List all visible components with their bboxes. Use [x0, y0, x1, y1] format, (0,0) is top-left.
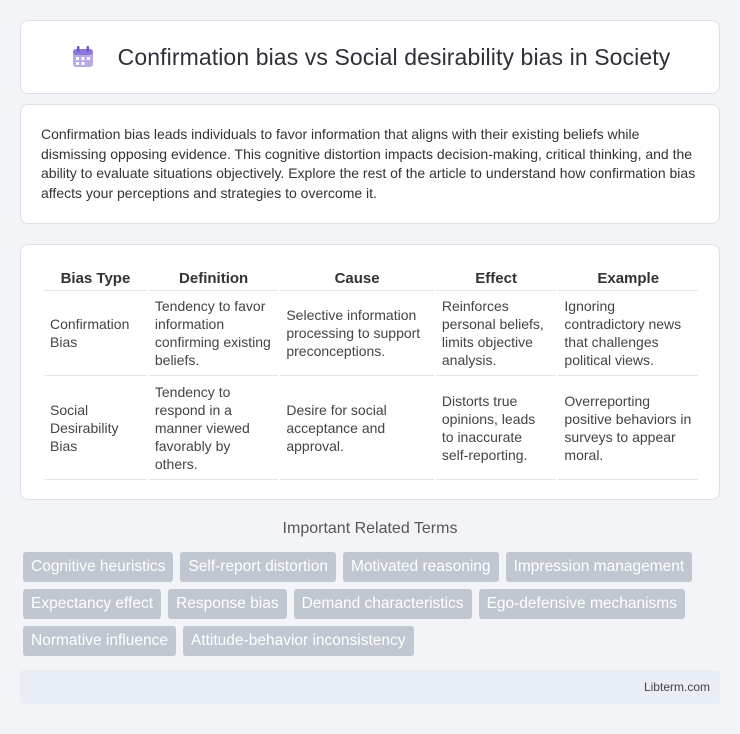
table-cell: Tendency to respond in a manner viewed favorably by others. [149, 376, 278, 480]
table-cell: Overreporting positive behaviors in surveys to appear moral. [558, 376, 698, 480]
column-header: Effect [436, 263, 557, 291]
related-term-tag[interactable]: Ego-defensive mechanisms [479, 589, 685, 619]
related-term-tag[interactable]: Demand characteristics [294, 589, 472, 619]
table-row [44, 291, 698, 376]
page-title: Confirmation bias vs Social desirability bias in Society [117, 43, 671, 70]
intro-card [20, 104, 720, 224]
related-term-tag[interactable]: Normative influence [23, 626, 176, 656]
table-cell: Reinforces personal beliefs, limits objective analysis. [436, 291, 557, 376]
related-terms-list [23, 552, 723, 663]
column-header: Bias Type [44, 263, 147, 291]
related-term-tag[interactable]: Motivated reasoning [343, 552, 499, 582]
footer [20, 670, 720, 704]
related-term-tag[interactable]: Attitude-behavior inconsistency [183, 626, 414, 656]
related-term-tag[interactable]: Self-report distortion [180, 552, 336, 582]
related-term-tag[interactable]: Response bias [168, 589, 287, 619]
calendar-icon [70, 44, 96, 70]
table-cell: Desire for social acceptance and approval. [280, 376, 434, 480]
column-header: Cause [280, 263, 434, 291]
related-term-tag[interactable]: Expectancy effect [23, 589, 161, 619]
table-cell: Selective information processing to support preconceptions. [280, 291, 434, 376]
related-terms-title: Important Related Terms [282, 520, 458, 537]
column-header: Definition [149, 263, 278, 291]
footer-brand-link[interactable]: Libterm.com [643, 680, 710, 694]
table-row [44, 376, 698, 480]
related-term-tag[interactable]: Impression management [506, 552, 693, 582]
table-cell: Tendency to favor information confirming existing beliefs. [149, 291, 278, 376]
table-cell: Distorts true opinions, leads to inaccurate self-reporting. [436, 376, 557, 480]
table-cell: Confirmation Bias [44, 291, 147, 376]
table-cell: Ignoring contradictory news that challenges political views. [558, 291, 698, 376]
header-card [20, 20, 720, 94]
column-header: Example [558, 263, 698, 291]
table-header-row [44, 263, 698, 291]
related-term-tag[interactable]: Cognitive heuristics [23, 552, 173, 582]
intro-text: Confirmation bias leads individuals to favor information that aligns with their existing beliefs while dismissing opposing evidence. This cognitive distortion impacts decision-making, critical thinking, and the ability to evaluate situations objectively. Explore the rest of the article to understand how confirmation bias affects your perceptions and strategies to overcome it. [41, 126, 696, 201]
comparison-table [42, 263, 700, 480]
table-cell: Social Desirability Bias [44, 376, 147, 480]
comparison-table-card [20, 244, 720, 500]
